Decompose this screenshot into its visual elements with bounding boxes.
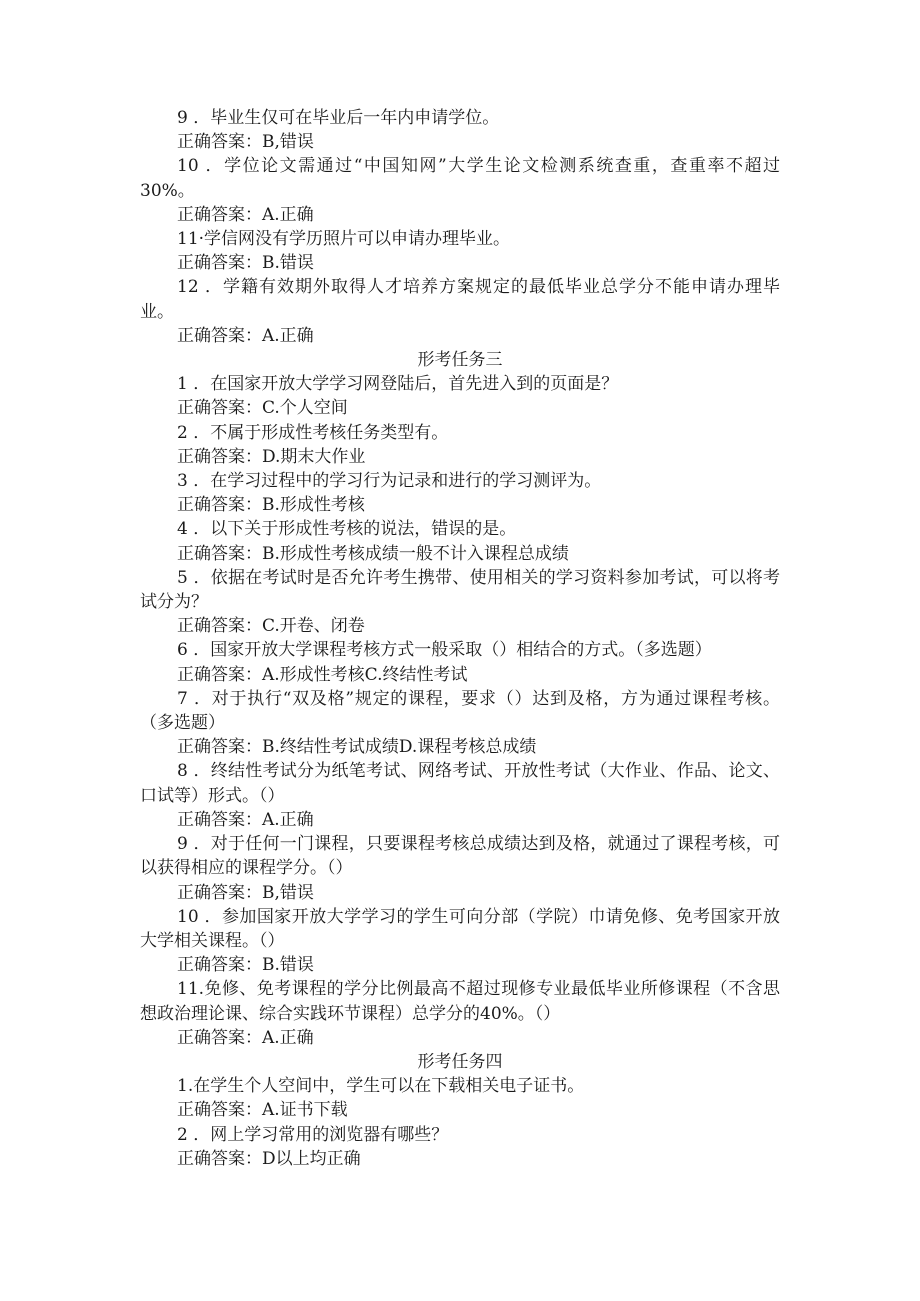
- question-text: 8 ．终结性考试分为纸笔考试、网络考试、开放性考试（大作业、作品、论文、口试等）形式。（）: [140, 761, 780, 806]
- answer-text: 正确答案：B.错误: [177, 253, 314, 274]
- question-text: 1.在学生个人空间中，学生可以在下载相关电子证书。: [177, 1076, 585, 1097]
- document-body: [140, 106, 780, 1171]
- question-text: 5 ．依据在考试时是否允许考生携带、使用相关的学习资料参加考试，可以将考试分为？: [140, 567, 780, 613]
- answer-text: 正确答案：A.证书下载: [177, 1100, 348, 1121]
- section-heading: 形考任务四: [417, 1051, 503, 1072]
- answer-text: 正确答案：C.开卷、闭卷: [177, 616, 365, 637]
- question-text: 2 ．网上学习常用的浏览器有哪些？: [177, 1124, 449, 1145]
- question-text: 9 ．毕业生仅可在毕业后一年内申请学位。: [177, 108, 500, 128]
- question-text: 10 ．学位论文需通过“中国知网”大学生论文检测系统查重，查重率不超过30%。: [140, 156, 780, 201]
- question-text: 12 ．学籍有效期外取得人才培养方案规定的最低毕业总学分不能申请办理毕业。: [140, 277, 780, 322]
- section-heading: 形考任务三: [417, 350, 503, 371]
- answer-text: 正确答案：C.个人空间: [177, 398, 348, 419]
- question-text: 3 ．在学习过程中的学习行为记录和进行的学习测评为。: [177, 471, 602, 492]
- question-text: 4 ．以下关于形成性考核的说法，错误的是。: [177, 519, 517, 540]
- answer-text: 正确答案：B,错误: [177, 882, 314, 903]
- answer-text: 正确答案：B.错误: [177, 955, 314, 976]
- question-text: 7 ．对于执行“双及格”规定的课程，要求（）达到及格，方为通过课程考核。（多选题）: [140, 688, 780, 734]
- question-text: 9 ．对于任何一门课程，只要课程考核总成绩达到及格，就通过了课程考核，可以获得相应的课程学分。（）: [140, 834, 780, 879]
- question-text: 2 ．不属于形成性考核任务类型有。: [177, 422, 449, 443]
- answer-text: 正确答案：A.正确: [177, 809, 314, 830]
- question-text: 1 ．在国家开放大学学习网登陆后，首先进入到的页面是？: [177, 374, 619, 395]
- answer-text: 正确答案：D以上均正确: [177, 1148, 361, 1169]
- question-text: 6 ．国家开放大学课程考核方式一般采取（）相结合的方式。（多选题）: [177, 640, 712, 661]
- answer-text: 正确答案：A.正确: [177, 1027, 314, 1048]
- question-text: 11.免修、免考课程的学分比例最高不超过现修专业最低毕业所修课程（不含思想政治理论课、综合实践环节课程）总学分的40%。（）: [140, 979, 780, 1024]
- answer-text: 正确答案：A.正确: [177, 325, 314, 346]
- question-text: 11·学信网没有学历照片可以申请办理毕业。: [177, 229, 511, 250]
- answer-text: 正确答案：A.正确: [177, 204, 314, 225]
- answer-text: 正确答案：D.期末大作业: [177, 446, 366, 467]
- question-text: 10 ．参加国家开放大学学习的学生可向分部（学院）巾请免修、免考国家开放大学相关课程。（）: [140, 906, 780, 951]
- answer-text: 正确答案：A.形成性考核C.终结性考试: [177, 664, 468, 685]
- answer-text: 正确答案：B.终结性考试成绩D.课程考核总成绩: [177, 737, 537, 758]
- answer-text: 正确答案：B,错误: [177, 132, 314, 153]
- answer-text: 正确答案：B.形成性考核成绩一般不计入课程总成绩: [177, 543, 569, 564]
- answer-text: 正确答案：B.形成性考核: [177, 495, 365, 516]
